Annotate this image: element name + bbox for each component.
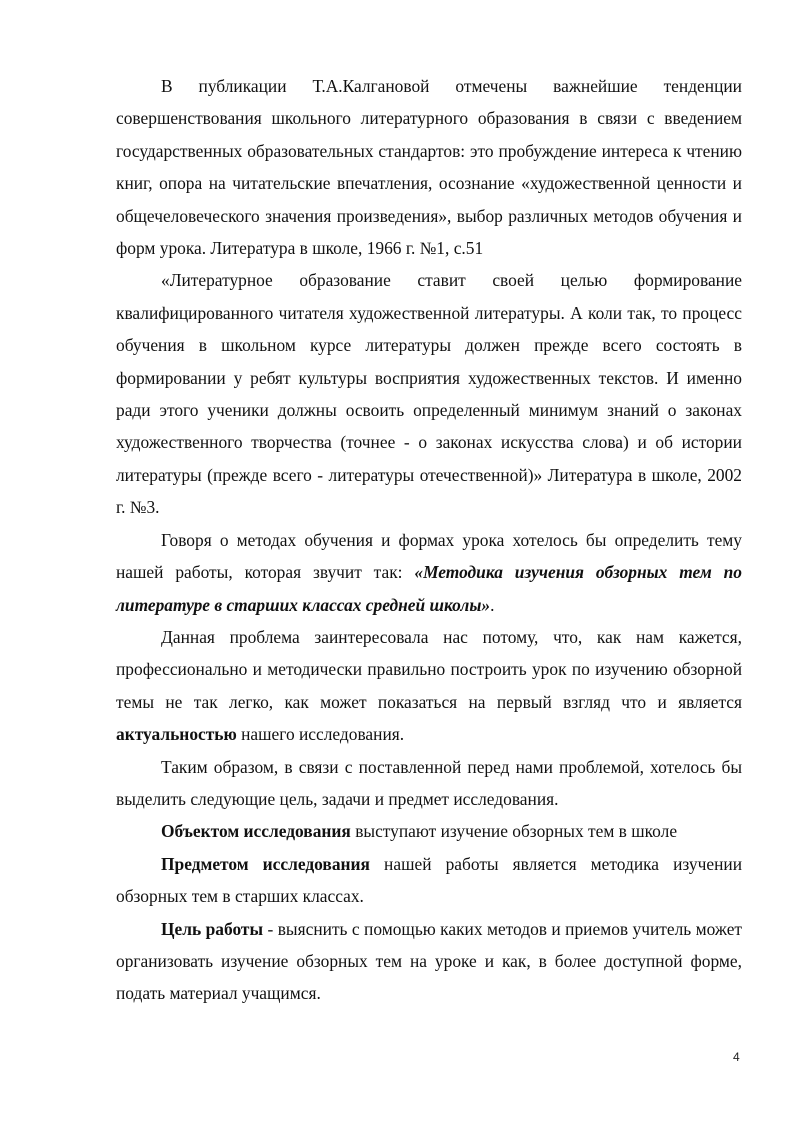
relevance-intro: Данная проблема заинтересовала нас потому, что, как нам кажется, профессионально и методически правильно построить урок по изучению обзорной темы не так легко, как может показаться на первый взгляд что и является — [116, 626, 742, 712]
research-goal-label: Цель работы — [161, 918, 264, 939]
research-topic-title: «Методика изучения обзорных тем по литературе в старших классах средней школы» — [116, 562, 742, 615]
paragraph-goals-intro: Таким образом, в связи с поставленной перед нами проблемой, хотелось бы выделить следующие цель, задачи и предмет исследования. — [116, 756, 742, 809]
relevance-end: нашего исследования. — [236, 724, 405, 745]
research-object-text: выступают изучение обзорных тем в школе — [350, 821, 678, 842]
research-topic-intro: Говоря о методах обучения и формах урока хотелось бы определить тему нашей работы, которая звучит так: — [116, 529, 742, 583]
research-goal-text: - выяснить с помощью каких методов и приемов учитель может организовать изучение обзорных тем на уроке и как, в более доступной форме, подать материал учащимся. — [116, 918, 743, 1004]
paragraph-literary-education-quote: «Литературное образование ставит своей целью формирование квалифицированного читателя художественной литературы. А коли так, то процесс обучения в школьном курсе литературы должен прежде всего состоять в формировании у ребят культуры восприятия художественных текстов. И именно ради этого ученики должны освоить определенный минимум знаний о законах художественного творчества (точнее - о законах искусства слова) и об истории литературы (прежде всего - литературы отечественной)» Литература в школе, 2002 г. №3. — [116, 270, 742, 518]
relevance-term: актуальностью — [116, 724, 237, 745]
paragraph-research-topic — [116, 524, 742, 621]
research-topic-end: . — [490, 594, 495, 615]
paragraph-research-subject — [116, 848, 742, 913]
paragraph-relevance — [116, 621, 742, 751]
paragraph-kalganova-publication: В публикации Т.А.Калгановой отмечены важнейшие тенденции совершенствования школьного литературного образования в связи с введением государственных образовательных стандартов: это пробуждение интереса к чтению книг, опора на читательские впечатления, осознание «художественной ценности и общечеловеческого значения произведения», выбор различных методов обучения и форм урока. Литература в школе, 1966 г. №1, с.51 — [116, 76, 742, 259]
research-subject-text: нашей работы является методика изучении обзорных тем в старших классах. — [116, 853, 743, 907]
paragraph-research-object — [116, 815, 742, 847]
paragraph-research-goal — [116, 913, 742, 1010]
page-number: 4 — [733, 1050, 740, 1064]
research-object-label: Объектом исследования — [161, 821, 351, 842]
document-page — [116, 70, 742, 1010]
research-subject-label: Предметом исследования — [161, 853, 370, 874]
